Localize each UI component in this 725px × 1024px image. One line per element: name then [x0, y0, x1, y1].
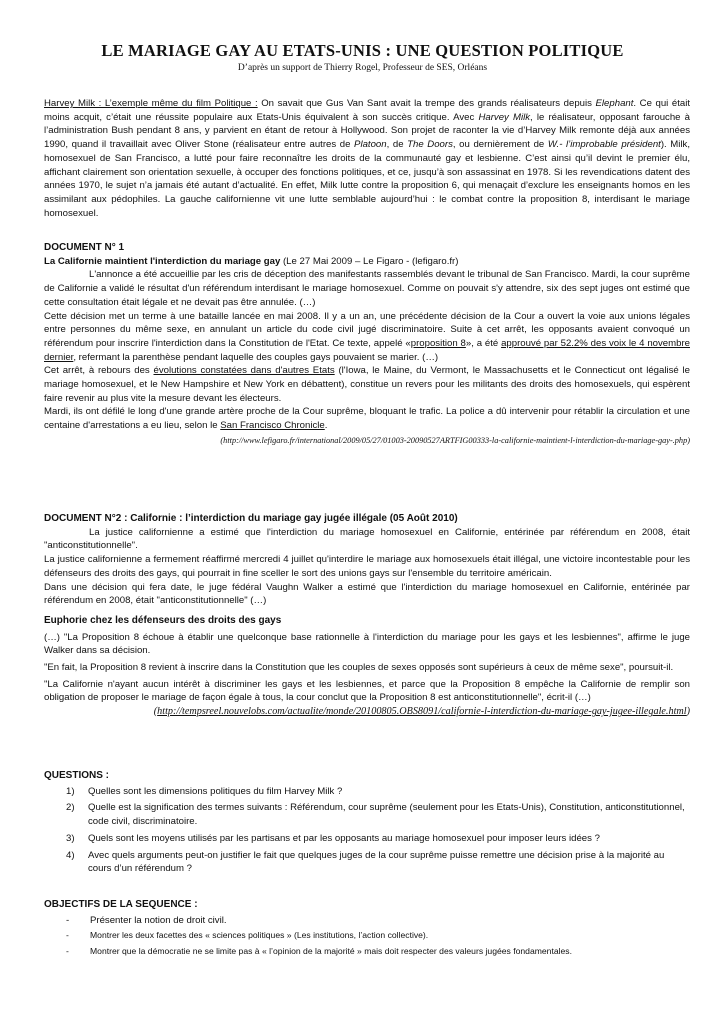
objective-item: - Montrer que la démocratie ne se limite pas à « l’opinion de la majorité » mais doit respecter des valeurs jugées fondamentales. — [66, 946, 572, 957]
objective-item: - Montrer les deux facettes des « sciences politiques » (Les institutions, l’action collective). — [66, 930, 429, 941]
document-2-paragraph-5: "En fait, la Proposition 8 revient à inscrire dans la Constitution que les couples de sexes opposés sont supérieurs à ceux de même sexe", poursuit-il. — [44, 662, 674, 674]
sf-chronicle-link[interactable]: San Francisco Chronicle — [220, 420, 325, 432]
document-1-url: (http://www.lefigaro.fr/international/2009/05/27/01003-20090527ARTFIG00333-la-californie-maintient-l-interdiction-du-mariage-gay-.php) — [220, 435, 690, 445]
document-2-paragraph-6: "La Californie n'ayant aucun intérêt à discriminer les gays et les lesbiennes, et parce que la Proposition 8 empêche la Californie de remplir son obligation de proposer le mariage de façon égale à tous, la cour conclut que la Proposition 8 est anticonstitutionnelle", écrit-il (…) — [44, 678, 690, 704]
questions-label: QUESTIONS : — [44, 770, 110, 781]
document-2-paragraph-2: La justice californienne a fermement réaffirmé mercredi 4 juillet qu'interdire le mariage aux homosexuels était illégal, une victoire incontestable pour les défenseurs des droits des gays, qui pourrait in fine sceller le sort des unions gays sur l'ensemble du territoire américain. — [44, 554, 690, 579]
document-2 — [44, 512, 690, 719]
document-2-label: DOCUMENT N°2 : Californie : l’interdiction du mariage gay jugée illégale (05 Août 2010) — [44, 513, 458, 524]
document-1-label: DOCUMENT N° 1 — [44, 242, 125, 253]
approved-52-link[interactable]: approuvé par 52.2% des voix le 4 novembre dernier — [44, 337, 690, 363]
questions-section — [44, 769, 690, 876]
objectives-label: OBJECTIFS DE LA SEQUENCE : — [44, 899, 198, 910]
document-2-paragraph-4: (…) "La Proposition 8 échoue à établir une quelconque base rationnelle à l'interdiction du mariage pour les gays et les lesbiennes", affirme le juge Walker dans sa décision. — [44, 631, 690, 657]
question-item: 2) Quelle est la signification des termes suivants : Référendum, cour suprême (seulement pour les Etats-Unis), Constitution, anticonstitutionnel, code civil, discriminatoire. — [66, 802, 685, 828]
question-item: 4) Avec quels arguments peut-on justifier le fait que quelques juges de la cour suprême puisse remettre une décision prise à la majorité au cours d’un référendum ? — [66, 849, 665, 875]
other-states-link[interactable]: évolutions constatées dans d'autres Etats — [153, 365, 335, 377]
question-item: 3) Quels sont les moyens utilisés par les partisans et par les opposants au mariage homosexuel pour imposer leurs idées ? — [66, 832, 600, 844]
question-item: 1) Quelles sont les dimensions politiques du film Harvey Milk ? — [66, 785, 343, 797]
document-1-paragraph-3: Cet arrêt, à rebours des évolutions constatées dans d'autres Etats (l'Iowa, le Maine, du Vermont, le Massachusetts et le Connecticut ont légalisé le mariage homosexuel, et le New Hampshire et New York en débattent), constitue un revers pour les militants des droits des homosexuels, qui espèrent faire revenir au plus vite la mesure devant les électeurs. — [44, 365, 690, 404]
document-1-paragraph-2: Cette décision met un terme à une bataille lancée en mai 2008. Il y a un an, une précédente décision de la Cour a ouvert la voie aux unions légales entre personnes du même sexe, en annulant un article du code civil jugé discriminatoire. Suite à cet arrêt, les opposants avaient convoqué un référendum pour inscrire l'interdiction dans la Constitution de l'Etat. Ce texte, appelé «proposition 8», a été approuvé par 52.2% des voix le 4 novembre dernier, refermant la parenthèse pendant laquelle des couples gays pouvaient se marier. (…) — [44, 310, 690, 363]
document-2-subhead: Euphorie chez les défenseurs des droits des gays — [44, 614, 282, 626]
objective-item: - Présenter la notion de droit civil. — [66, 914, 227, 926]
document-1 — [44, 241, 690, 448]
document-1-paragraph-1: L'annonce a été accueillie par les cris de déception des manifestants rassemblés devant le tribunal de San Francisco. Mardi, la cour suprême de Californie a validé le résultat d'un référendum interdisant le mariage homosexuel. Comme on pouvait s'y attendre, six des sept juges ont estimé que cette consultation était légale et ne devait pas être annulée. (…) — [44, 269, 690, 308]
intro-lead: Harvey Milk : L’exemple même du film Politique : — [44, 98, 258, 109]
document-2-paragraph-3: Dans une décision qui fera date, le juge fédéral Vaughn Walker a estimé que l'interdiction du mariage homosexuel en Californie, entérinée par référendum en 2008, était "anticonstitutionnelle" (…) — [44, 581, 690, 607]
document-1-source-line: (Le 27 Mai 2009 – Le Figaro - (lefigaro.fr) — [280, 255, 459, 267]
questions-list — [44, 785, 690, 876]
intro-paragraph: Harvey Milk : L’exemple même du film Politique : On savait que Gus Van Sant avait la trempe des grands réalisateurs depuis Elephant. Ce qui était moins acquit, c’était une réussite populaire aux Etats-Unis équivalent à son succès critique. Avec Harvey Milk, le réalisateur, opposant farouche à l’administration Bush pendant 8 ans, y parvient en étant de retour à Hollywood. Son projet de raconter la vie d’Harvey Milk remonte déjà aux années 1990, quand il travaillait avec Oliver Stone (réalisateur entre autres de Platoon, de The Doors, ou dernièrement de W.- l’improbable président). Milk, homosexuel de San Francisco, a lutté pour faire reconnaître les droits de la communauté gay et lesbienne. C’est ainsi qu’il devint le premier élu, affichant clairement son orientation sexuelle, à occuper des fonctions politiques, et ce, jusqu’à son assassinat en 1978. Si les revendications datent des années 1970, le sujet n’a jamais été autant d’actualité. En effet, Milk lutte contre la proposition 6, qui menaçait d’exclure les enseignants homos en les assimilant aux pédophiles. La gauche californienne vit une lutte semblable aujourd’hui : le combat contre la proposition 8, interdisant le mariage homosexuel. — [44, 98, 691, 219]
document-1-paragraph-4: Mardi, ils ont défilé le long d'une grande artère proche de la Cour suprême, bloquant le trafic. La police a dû intervenir pour rétablir la circulation et une centaine d'arrestations a eu lieu, selon le San Francisco Chronicle. — [44, 406, 690, 432]
objectives-section — [44, 898, 690, 959]
page-subtitle: D’après un support de Thierry Rogel, Professeur de SES, Orléans — [237, 63, 488, 73]
document-2-url-line: (http://tempsreel.nouvelobs.com/actualite/monde/20100805.OBS8091/californie-l-interdiction-du-mariage-gay-jugee-illegale.html) — [153, 706, 690, 718]
document-2-paragraph-1: La justice californienne a estimé que l'interdiction du mariage homosexuel en Californie, entérinée par référendum en 2008, était "anticonstitutionnelle". — [44, 526, 690, 552]
objectives-list — [44, 914, 690, 959]
document-1-headline: La Californie maintient l'interdiction du mariage gay — [44, 255, 281, 267]
proposition-8-link[interactable]: proposition 8 — [410, 337, 466, 349]
nouvelobs-link[interactable]: http://tempsreel.nouvelobs.com/actualite/monde/20100805.OBS8091/californie-l-interdiction-du-mariage-gay-jugee-illegale.html — [157, 706, 687, 718]
page-title: LE MARIAGE GAY AU ETATS-UNIS : UNE QUESTION POLITIQUE — [101, 41, 624, 60]
